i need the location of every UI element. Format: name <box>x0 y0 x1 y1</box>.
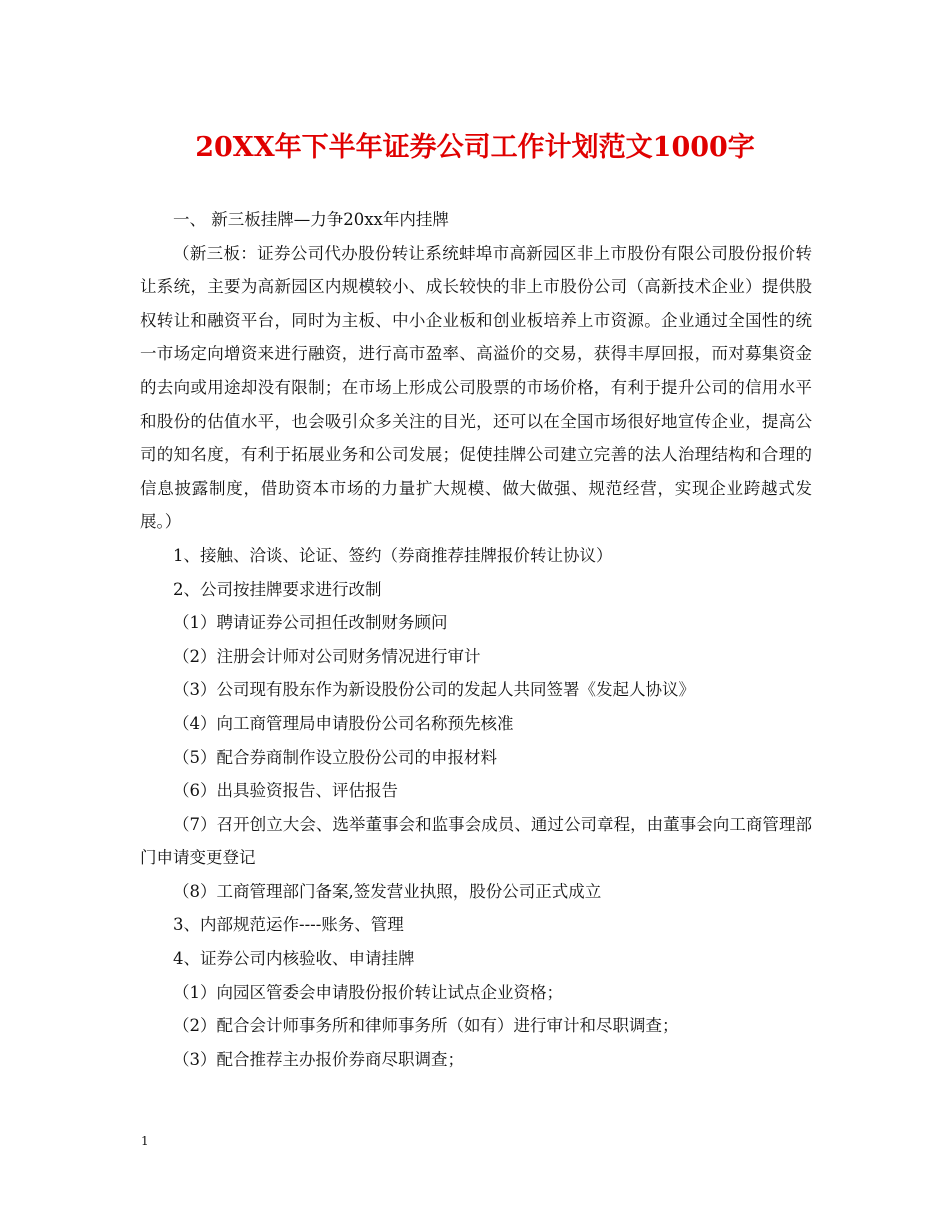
step-2-item-2: （2）注册会计师对公司财务情况进行审计 <box>173 646 481 666</box>
step-3: 3、内部规范运作----账务、管理 <box>173 915 404 935</box>
document-title: 20XX年下半年证券公司工作计划范文1000字 <box>195 132 755 163</box>
step-4: 4、证券公司内核验收、申请挂牌 <box>173 949 415 969</box>
step-2-item-4: （4）向工商管理局申请股份公司名称预先核准 <box>173 713 514 733</box>
page-number: 1 <box>141 1134 149 1148</box>
step-2: 2、公司按挂牌要求进行改制 <box>173 579 382 599</box>
step-2-item-6: （6）出具验资报告、评估报告 <box>173 781 398 801</box>
step-2-item-8: （8）工商管理部门备案,签发营业执照，股份公司正式成立 <box>173 881 602 901</box>
step-2-item-7: （7）召开创立大会、选举董事会和监事会成员、通过公司章程，由董事会向工商管理部门申请变更登记 <box>140 814 812 868</box>
step-1: 1、接触、洽谈、论证、签约（券商推荐挂牌报价转让协议） <box>173 545 613 565</box>
document-body <box>140 203 812 1076</box>
step-4-item-3: （3）配合推荐主办报价券商尽职调查； <box>173 1049 464 1069</box>
step-4-item-1: （1）向园区管委会申请股份报价转让试点企业资格； <box>173 982 563 1002</box>
intro-paragraph: （新三板：证券公司代办股份转让系统蚌埠市高新园区非上市股份有限公司股份报价转让系统，主要为高新园区内规模较小、成长较快的非上市股份公司（高新技术企业）提供股权转让和融资平台，同时为主板、中小企业板和创业板培养上市资源。企业通过全国性的统一市场定向增资来进行融资，进行高市盈率、高溢价的交易，获得丰厚回报，而对募集资金的去向或用途却没有限制；在市场上形成公司股票的市场价格，有利于提升公司的信用水平和股份的估值水平，也会吸引众多关注的目光，还可以在全国市场很好地宣传企业，提高公司的知名度，有利于拓展业务和公司发展；促使挂牌公司建立完善的法人治理结构和合理的信息披露制度，借助资本市场的力量扩大规模、做大做强、规范经营，实现企业跨越式发展。） <box>140 243 812 532</box>
step-2-item-3: （3）公司现有股东作为新设股份公司的发起人共同签署《发起人协议》 <box>173 680 695 700</box>
step-4-item-2: （2）配合会计师事务所和律师事务所（如有）进行审计和尽职调查； <box>173 1016 679 1036</box>
step-2-item-1: （1）聘请证券公司担任改制财务顾问 <box>173 613 448 633</box>
section-heading-1: 一、 新三板挂牌—力争20xx年内挂牌 <box>173 210 449 229</box>
step-2-item-5: （5）配合券商制作设立股份公司的申报材料 <box>173 747 497 767</box>
